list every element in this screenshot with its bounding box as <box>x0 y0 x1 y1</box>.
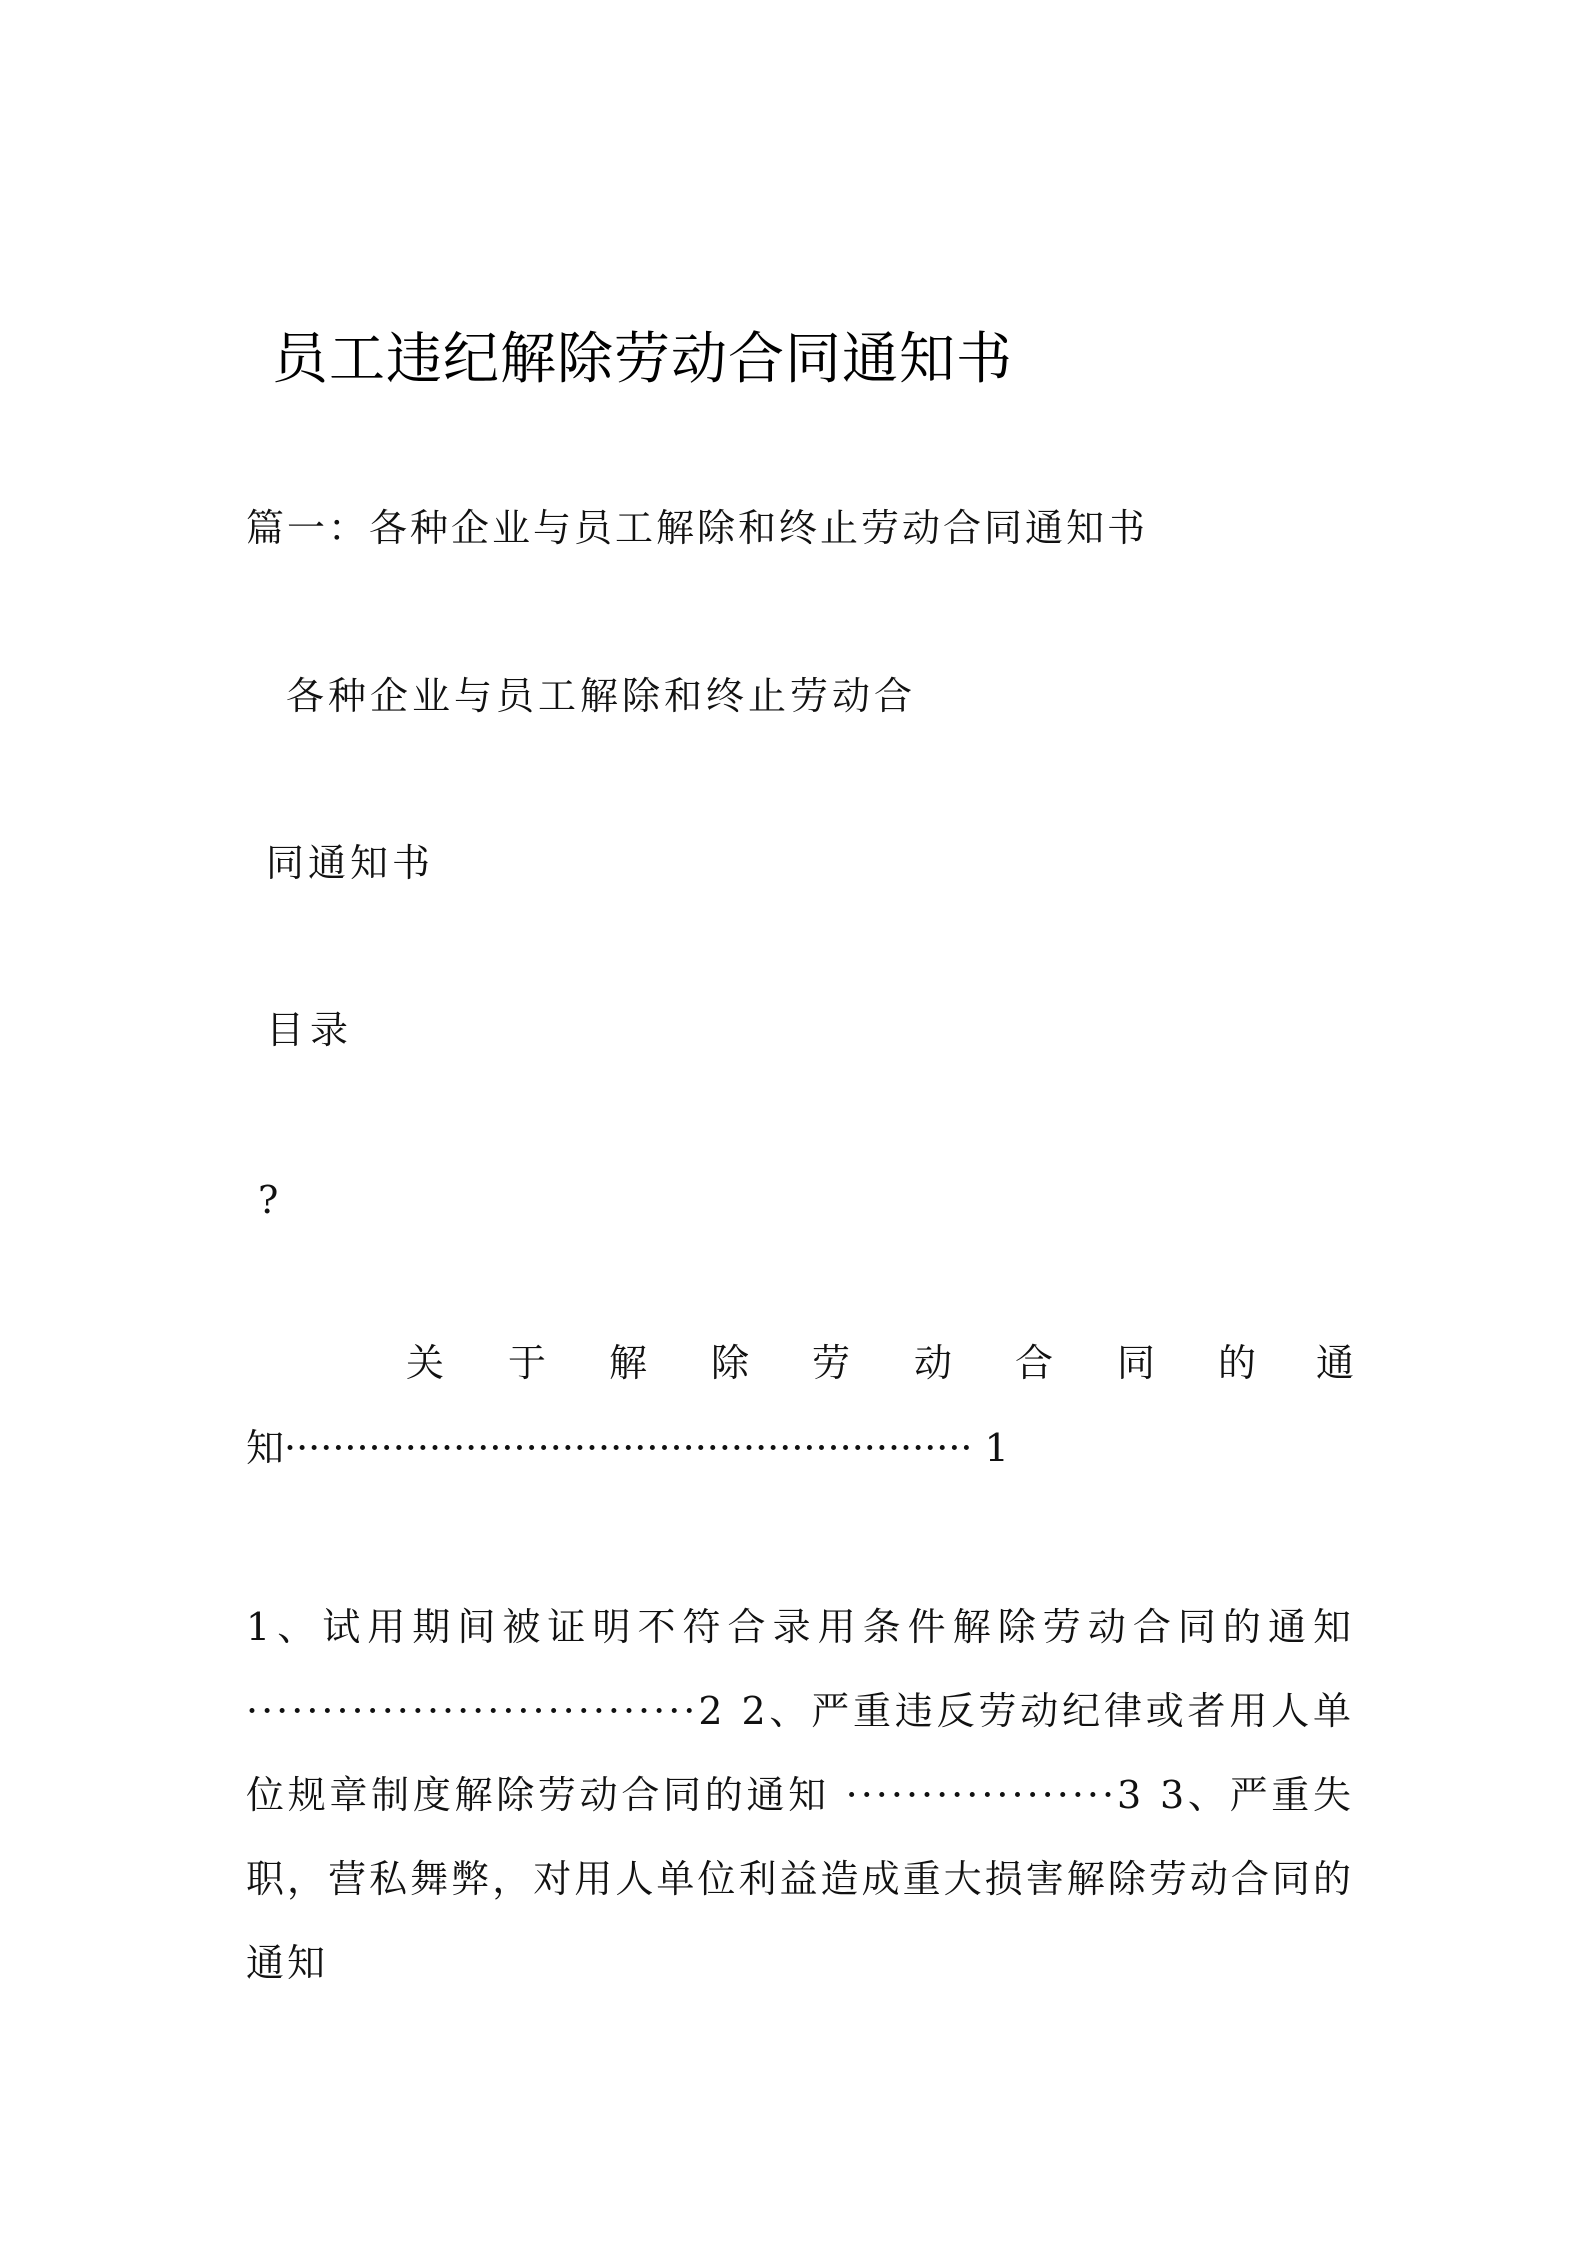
subtitle-line-2: 同通知书 <box>266 841 435 885</box>
toc-entry-1-char: 同 <box>1117 1341 1156 1385</box>
toc-entry-1-line-1 <box>246 1335 1354 1395</box>
toc-entry-1-line-2: 知························································· 1 <box>246 1426 1009 1470</box>
toc-entry-1-char: 的 <box>1218 1341 1257 1385</box>
toc-label: 目录 <box>266 1008 355 1052</box>
toc-paragraph: 1、试用期间被证明不符合录用条件解除劳动合同的通知······························2 2、严重违反劳动纪律或者用人单位规章制度解除劳动合同的通知 ··················3 3、严重失职，营私舞弊，对用人单位利益造成重大损害解除劳动合同的通知 <box>246 1605 1354 1985</box>
toc-entry-1-char: 关 <box>406 1341 445 1385</box>
toc-entry-1-char: 解 <box>609 1341 648 1385</box>
toc-entry-1-char: 合 <box>1015 1341 1054 1385</box>
section-heading: 篇一：各种企业与员工解除和终止劳动合同通知书 <box>246 506 1149 550</box>
toc-entry-1-char: 动 <box>914 1341 953 1385</box>
toc-entry-1-char: 通 <box>1316 1341 1355 1385</box>
subtitle-line-1: 各种企业与员工解除和终止劳动合 <box>286 674 917 718</box>
toc-entry-1-char: 于 <box>508 1341 547 1385</box>
toc-entry-1-char: 除 <box>711 1341 750 1385</box>
toc-entry-1-char: 劳 <box>812 1341 851 1385</box>
placeholder-mark: ? <box>258 1178 281 1222</box>
document-title: 员工违纪解除劳动合同通知书 <box>272 327 1013 392</box>
